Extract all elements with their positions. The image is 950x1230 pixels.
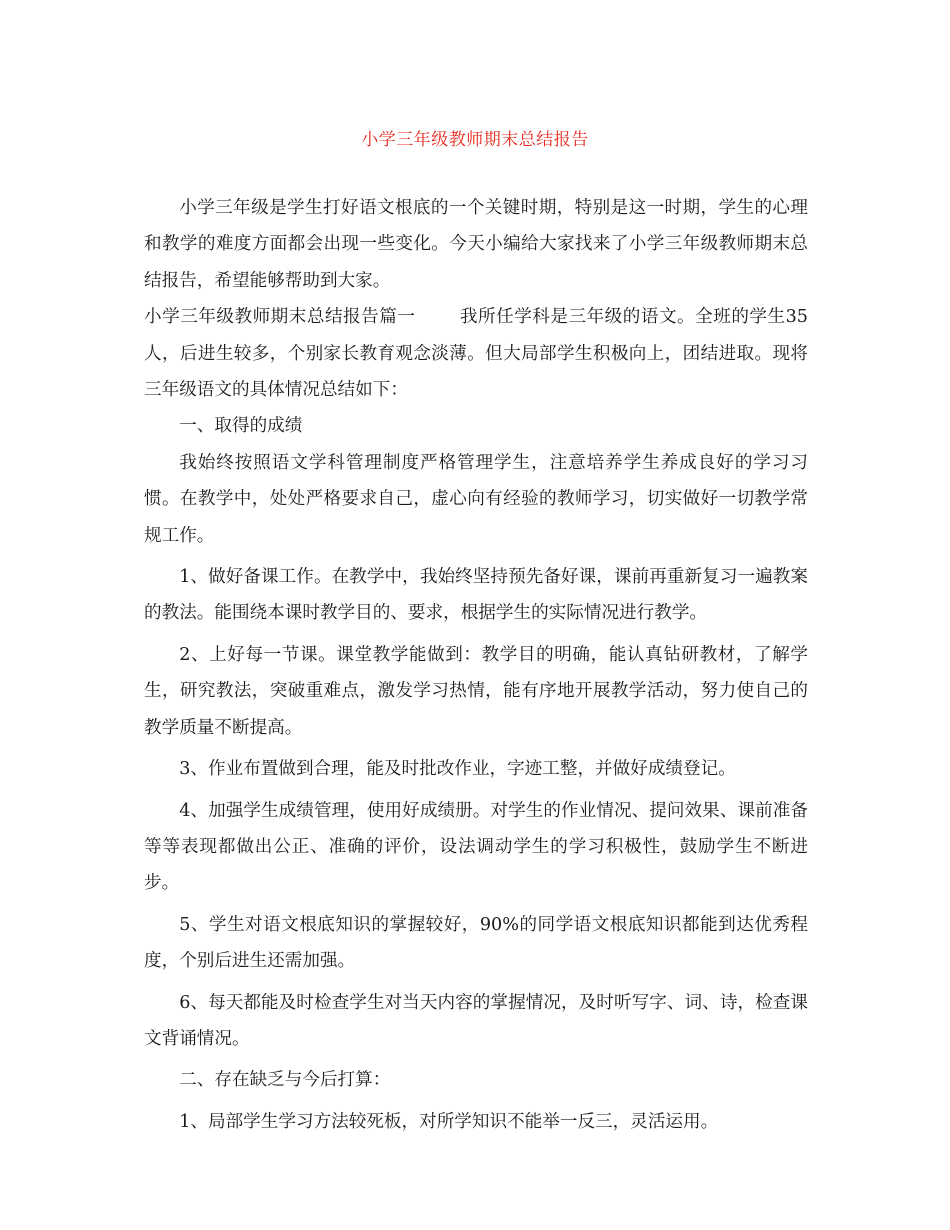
- section-heading: 小学三年级教师期末总结报告篇一: [144, 307, 416, 328]
- part1-heading: 一、取得的成绩: [179, 416, 303, 437]
- page-title: 小学三年级教师期末总结报告: [361, 130, 589, 150]
- section-heading-line: [144, 299, 808, 408]
- section-intro: 我所任学科是三年级的语文。全班的学生35人，后进生较多，个别家长教育观念淡薄。但大局部学生积极向上，团结进取。现将三年级语文的具体情况总结如下：: [144, 307, 808, 401]
- list-item: 2、上好每一节课。课堂教学能做到：教学目的明确，能认真钻研教材，了解学生，研究教法，突破重难点，激发学习热情，能有序地开展教学活动，努力使自己的教学质量不断提高。: [144, 644, 808, 738]
- list-item: 1、局部学生学习方法较死板，对所学知识不能举一反三，灵活运用。: [179, 1111, 719, 1132]
- list-item: 5、学生对语文根底知识的掌握较好，90%的同学语文根底知识都能到达优秀程度，个别后进生还需加强。: [144, 914, 808, 972]
- list-item: 1、做好备课工作。在教学中，我始终坚持预先备好课，课前再重新复习一遍教案的教法。能围绕本课时教学目的、要求，根据学生的实际情况进行教学。: [144, 567, 808, 624]
- part2-heading: 二、存在缺乏与今后打算：: [179, 1070, 391, 1091]
- document-body: [144, 190, 808, 1140]
- part1-intro: 我始终按照语文学科管理制度严格管理学生，注意培养学生养成良好的学习习惯。在教学中，处处严格要求自己，虚心向有经验的教师学习，切实做好一切教学常规工作。: [144, 452, 808, 546]
- list-item: 3、作业布置做到合理，能及时批改作业，字迹工整，并做好成绩登记。: [179, 759, 736, 780]
- list-item: 6、每天都能及时检查学生对当天内容的掌握情况，及时听写字、词、诗，检查课文背诵情况。: [144, 992, 808, 1049]
- list-item: 4、加强学生成绩管理，使用好成绩册。对学生的作业情况、提问效果、课前准备等等表现都做出公正、准确的评价，设法调动学生的学习积极性，鼓励学生不断进步。: [144, 800, 808, 894]
- intro-paragraph: 小学三年级是学生打好语文根底的一个关键时期，特别是这一时期，学生的心理和教学的难度方面都会出现一些变化。今天小编给大家找来了小学三年级教师期末总结报告，希望能够帮助到大家。: [144, 198, 808, 291]
